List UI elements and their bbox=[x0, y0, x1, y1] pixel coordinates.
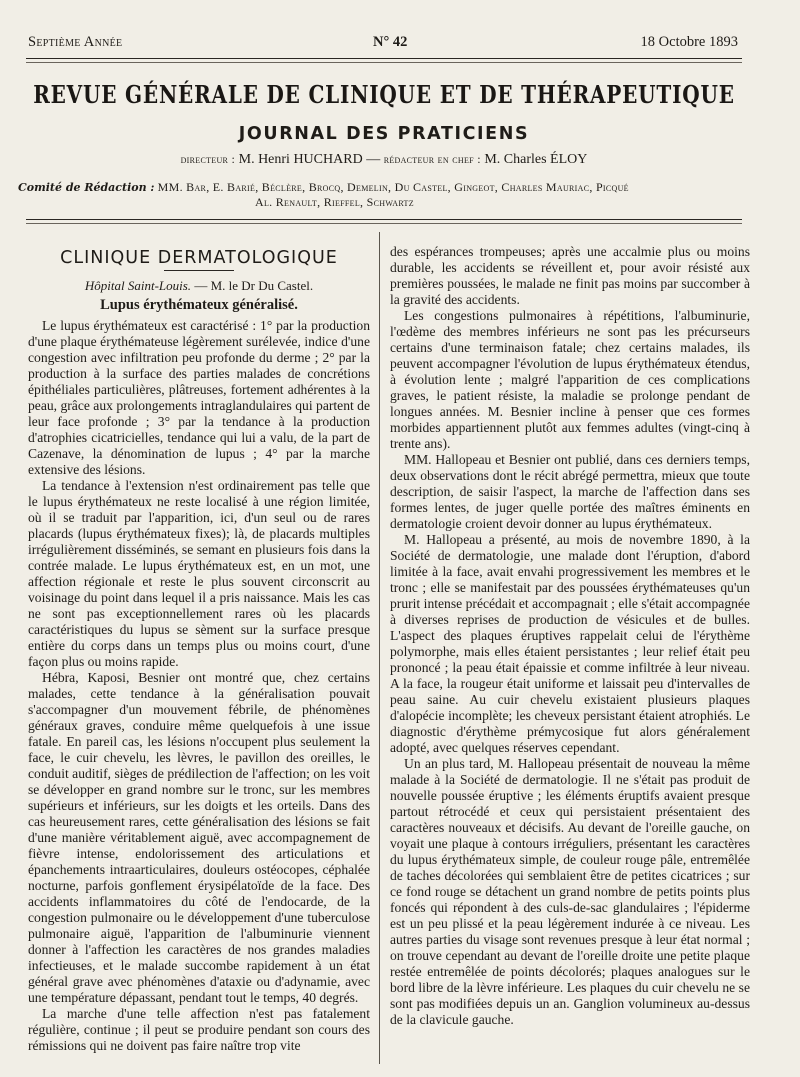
directeur-name: M. Henri HUCHARD bbox=[238, 152, 363, 167]
paragraph: des espérances trompeuses; après une accalmie plus ou moins durable, les accidents se réveillent et, pour avoir résisté aux premières poussées, le malade ne finit pas moins par succomber à la gravité des accidents. bbox=[390, 244, 750, 307]
paragraph: La tendance à l'extension n'est ordinairement pas telle que le lupus érythémateux ne reste localisé à une région limitée, où il se traduit par l'apparition, ici, d'un seul ou de rares placards (lupus érythémateux fixes); là, de placards multiples irrégulièrement disséminés, se semant en plusieurs fois dans la contrée malade. Le lupus érythémateux est, en un mot, une affection régionale et reste le plus souvent circonscrit au voisinage du point dans lequel il a pris naissance. Mais les cas ne sont pas exceptionnellement rares où les placards caractéristiques du lupus se sèment sur la surface presque entière du corps dans un temps plus ou moins court, d'une façon plus ou moins rapide. bbox=[28, 478, 370, 669]
redacteur-name: M. Charles ÉLOY bbox=[484, 152, 588, 167]
committee-members-line2: Al. Renault, Rieffel, Schwartz bbox=[255, 195, 414, 209]
issue-number: N° 42 bbox=[373, 34, 408, 50]
paragraph: Un an plus tard, M. Hallopeau présentait de nouveau la même malade à la Société de dermatologie. Il ne s'était pas produit de nouvelle poussée éruptive ; les éléments éruptifs avaient presque partout rétrocédé et ceux qui persistaient présentaient des caractères nouveaux et décisifs. Au devant de l'oreille gauche, on voyait une plaque à contours irréguliers, présentant les caractères du lupus érythémateux simple, de couleur rouge pâle, entremêlée de taches décolorées qui semblaient être de petites cicatrices ; sur ce fond rouge se détachent un grand nombre de petits points plus foncés qui répondent à des culs-de-sac glandulaires ; l'épiderme est un peu plissé et la peau légèrement indurée à ce niveau. Les autres parties du visage sont revenues presque à leur état normal ; on trouve cependant au devant de l'oreille droite une petite plaque restée entremêlée de points décolorés; plaques analogues sur le bord libre de la lèvre inférieure. Les plaques du cuir chevelu ne se sont pas modifiées depuis un an. Ganglion volumineux au-dessus de la clavicule gauche. bbox=[390, 756, 750, 1027]
paragraph: Les congestions pulmonaires à répétitions, l'albuminurie, l'œdème des membres inférieurs ne sont pas les précurseurs certains d'une terminaison fatale; chez certains malades, ils peuvent accompagner l'évolution de lupus érythémateux étendus, à évolution lente ; malgré l'apparition de ces complications graves, le patient résiste, la maladie se prolonge pendant de longues années. M. Besnier incline à penser que ces formes morbides appartiennent plutôt aux femmes adultes (vingt-cinq à trente ans). bbox=[390, 308, 750, 451]
article-title: Lupus érythémateux généralisé. bbox=[100, 297, 298, 313]
column-divider bbox=[379, 232, 380, 1064]
article-byline bbox=[28, 278, 370, 294]
section-rule bbox=[164, 270, 234, 271]
editorial-committee bbox=[18, 180, 758, 209]
byline-dash: — bbox=[194, 278, 208, 293]
hospital-name: Hôpital Saint-Louis. bbox=[84, 278, 192, 293]
paragraph: M. Hallopeau a présenté, au mois de novembre 1890, à la Société de dermatologie, une malade dont l'éruption, d'abord limitée à la face, avait envahi progressivement les membres et le tronc ; elle se manifestait par des poussées érythémateuses qu'un prurit intense précédait et accompagnait ; elle s'était accompagnée à diverses reprises de production de vésicules et de bulles. L'aspect des plaques éruptives rappelait celui de l'érythème polymorphe, mais elles étaient persistantes ; leur relief était peu prononcé ; la peau était épaissie et comme infiltrée à leur niveau. A la face, la rougeur était uniforme et laissait peu d'intervalles de peau saine. Au cuir chevelu existaient plusieurs plaques d'alopécie incomplète; les cheveux persistant étaient atrophiés. Le diagnostic d'érythème prémycosique fut alors généralement adopté, avec quelques réserves cependant. bbox=[390, 532, 750, 755]
redacteur-label: rédacteur en chef : bbox=[383, 152, 481, 166]
masthead-rule bbox=[26, 219, 742, 220]
issue-header bbox=[28, 34, 738, 52]
column-right bbox=[390, 244, 750, 1028]
header-rule-thin bbox=[26, 62, 742, 63]
masthead-rule-thin bbox=[26, 223, 742, 224]
header-rule bbox=[26, 58, 742, 59]
journal-title: REVUE GÉNÉRALE DE CLINIQUE ET DE THÉRAPEUTIQUE bbox=[33, 80, 735, 110]
column-left bbox=[28, 244, 370, 1054]
committee-label: Comité de Rédaction : bbox=[18, 181, 155, 194]
directeur-label: directeur : bbox=[180, 152, 236, 166]
paragraph: Hébra, Kaposi, Besnier ont montré que, chez certains malades, cette tendance à la généralisation pouvait s'accompagner d'un mouvement fébrile, de phénomènes généraux graves, conduire même quelquefois à une issue fatale. En pareil cas, les lésions n'occupent plus seulement la face, le cuir chevelu, les lèvres, le pavillon des oreilles, le conduit auditif, sièges de prédilection de l'affection; on les voit se développer en grand nombre sur le tronc, sur les membres supérieurs et inférieurs, sur les doigts et les orteils. Dans des cas heureusement rares, cette généralisation des lésions se fait d'une manière véritablement aiguë, avec accompagnement de fièvre intense, endolorissement des articulations et épanchements intraarticulaires, douleurs ostéocopes, céphalée nocturne, parfois gonflement érysipélatoïde de la face. Des accidents inflammatoires du côté de l'endocarde, de la congestion pulmonaire ou le développement d'une tuberculose pulmonaire aiguë, l'apparition de l'albuminurie viennent donner à l'affection les caractères de nos grandes maladies infectieuses, et le malade succombe rapidement à un état général grave avec phénomènes d'ataxie ou d'adynamie, avec une température dépassant, pendant tout le temps, 40 degrés. bbox=[28, 670, 370, 1005]
section-title: CLINIQUE DERMATOLOGIQUE bbox=[60, 248, 338, 268]
directors-separator: — bbox=[366, 152, 381, 167]
year-label: Septième Année bbox=[28, 34, 123, 50]
issue-date: 18 Octobre 1893 bbox=[640, 34, 738, 50]
paragraph: La marche d'une telle affection n'est pas fatalement régulière, continue ; il peut se produire pendant son cours des rémissions qui ne doivent pas faire naître trop vite bbox=[28, 1006, 370, 1053]
paragraph: MM. Hallopeau et Besnier ont publié, dans ces derniers temps, deux observations dont le récit abrégé permettra, mieux que toute description, de saisir l'aspect, la marche de l'affection dans ses formes lentes, de juger quelle portée des maîtres éminents en dermatologie croient devoir donner au lupus érythémateux. bbox=[390, 452, 750, 531]
committee-members-line1: MM. Bar, E. Barié, Béclère, Brocq, Demelin, Du Castel, Gingeot, Charles Mauriac, Picqué bbox=[157, 180, 629, 194]
author-name: M. le Dr Du Castel. bbox=[210, 278, 314, 293]
paragraph: Le lupus érythémateux est caractérisé : 1° par la production d'une plaque érythémateuse légèrement surélevée, indice d'une congestion avec infiltration peu profonde du derme ; 2° par la production à la surface des parties malades de concrétions épithéliales particulières, plâtreuses, fortement adhérentes à la peau, grâce aux prolongements intraglandulaires qui partent de leur face profonde ; 3° par la tendance à la production d'atrophies cicatricielles, tendance qui lui a valu, de la part de Cazenave, la dénomination de lupus ; 4° par la marche extensive des lésions. bbox=[28, 318, 370, 477]
journal-subtitle: JOURNAL DES PRATICIENS bbox=[238, 124, 530, 144]
editorial-directors bbox=[26, 152, 742, 168]
